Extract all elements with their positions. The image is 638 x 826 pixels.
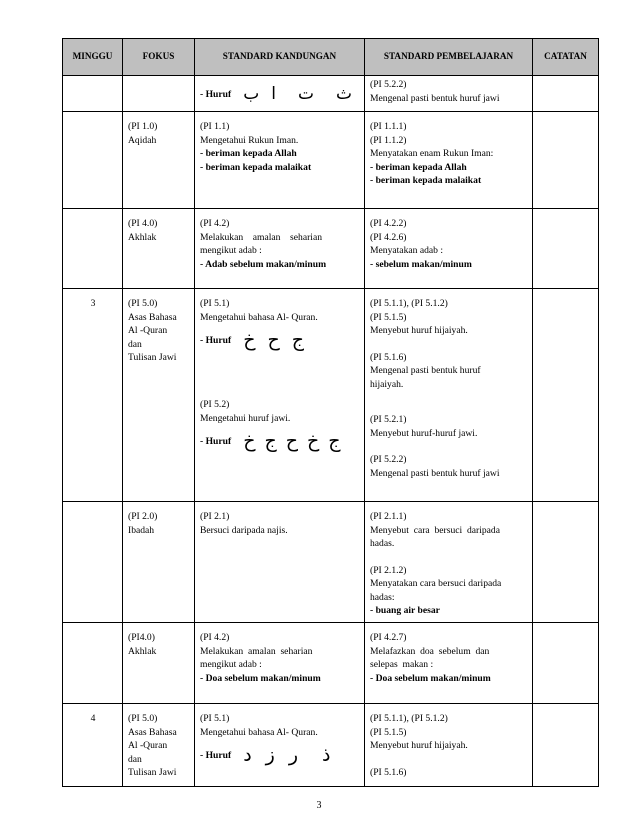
sp-line: hadas: bbox=[370, 591, 395, 603]
sk-cell bbox=[195, 209, 365, 289]
fokus-cell bbox=[123, 289, 195, 502]
sp-line: - beriman kepada Allah bbox=[370, 161, 467, 173]
huruf-line bbox=[200, 84, 360, 106]
arabic-letter: خ bbox=[243, 430, 256, 453]
arabic-letter: ج bbox=[264, 430, 277, 453]
arabic-letter: خ bbox=[243, 329, 256, 352]
arabic-letters bbox=[243, 84, 352, 105]
sp-line: Menyatakan cara bersuci daripada bbox=[370, 578, 502, 589]
catatan-cell bbox=[533, 704, 599, 787]
fokus-line: (PI 4.0) bbox=[128, 218, 158, 229]
sp-line: (PI 5.2.1) bbox=[370, 414, 407, 425]
arabic-letter: خ bbox=[306, 430, 320, 453]
table-row bbox=[63, 209, 599, 289]
sk-cell bbox=[195, 76, 365, 112]
sp-line: Melafazkan doa sebelum dan bbox=[370, 645, 490, 657]
sp-line: (PI 1.1.1) bbox=[370, 121, 407, 132]
arabic-letter: ث bbox=[335, 84, 352, 105]
sp-line: (PI 5.1.6) bbox=[370, 351, 407, 363]
fokus-line: (PI 1.0) bbox=[128, 121, 158, 132]
arabic-letters bbox=[243, 430, 341, 453]
huruf-label: - Huruf bbox=[200, 89, 232, 101]
sp-line: - Doa sebelum makan/minum bbox=[370, 672, 491, 684]
sp-cell bbox=[365, 76, 533, 112]
header-fokus: FOKUS bbox=[123, 39, 195, 76]
sp-cell bbox=[365, 502, 533, 623]
sp-cell bbox=[365, 704, 533, 787]
fokus-line: Akhlak bbox=[128, 645, 157, 657]
arabic-letter: د bbox=[243, 744, 252, 767]
arabic-letter: ر bbox=[288, 744, 299, 767]
sp-line: (PI 5.2.2) bbox=[370, 79, 407, 90]
table-header-row bbox=[63, 39, 599, 76]
catatan-cell bbox=[533, 623, 599, 704]
sp-cell bbox=[365, 289, 533, 502]
catatan-cell bbox=[533, 502, 599, 623]
sk-line: (PI 2.1) bbox=[200, 511, 230, 522]
huruf-line bbox=[200, 431, 360, 453]
catatan-cell bbox=[533, 209, 599, 289]
sp-line: (PI 4.2.7) bbox=[370, 632, 407, 643]
sk-line: (PI 5.1) bbox=[200, 298, 230, 309]
minggu-cell bbox=[63, 502, 123, 623]
fokus-cell bbox=[123, 704, 195, 787]
fokus-line: (PI4.0) bbox=[128, 632, 155, 643]
sk-line: (PI 4.2) bbox=[200, 632, 230, 643]
table-row bbox=[63, 76, 599, 112]
table-row bbox=[63, 623, 599, 704]
fokus-line: (PI 2.0) bbox=[128, 511, 158, 522]
sp-line: Mengenal pasti bentuk huruf bbox=[370, 365, 481, 376]
arabic-letter: ج bbox=[328, 430, 341, 453]
arabic-letter: ا bbox=[271, 84, 276, 105]
fokus-line: Al -Quran bbox=[128, 325, 168, 336]
sp-line: hadas. bbox=[370, 538, 395, 549]
sp-line: (PI 1.1.2) bbox=[370, 134, 407, 146]
fokus-line: Asas Bahasa bbox=[128, 726, 177, 738]
huruf-label: - Huruf bbox=[200, 335, 232, 347]
arabic-letters bbox=[243, 329, 304, 352]
fokus-cell bbox=[123, 76, 195, 112]
fokus-line: Tulisan Jawi bbox=[128, 767, 177, 778]
minggu-cell bbox=[63, 623, 123, 704]
sp-line: (PI 5.1.5) bbox=[370, 726, 407, 738]
header-standard-kandungan: STANDARD KANDUNGAN bbox=[195, 39, 365, 76]
fokus-line: Akhlak bbox=[128, 231, 157, 243]
sk-line: mengikut adab : bbox=[200, 245, 262, 256]
sp-line: Menyatakan enam Rukun Iman: bbox=[370, 148, 494, 159]
catatan-cell bbox=[533, 289, 599, 502]
sk-line: - Adab sebelum makan/minum bbox=[200, 258, 327, 270]
sp-line: (PI 4.2.2) bbox=[370, 218, 407, 229]
fokus-line: (PI 5.0) bbox=[128, 298, 158, 309]
sp-line: selepas makan : bbox=[370, 659, 434, 670]
table-row bbox=[63, 112, 599, 209]
catatan-cell bbox=[533, 112, 599, 209]
sp-line: (PI 2.1.2) bbox=[370, 564, 407, 576]
fokus-cell bbox=[123, 502, 195, 623]
sk-cell bbox=[195, 112, 365, 209]
fokus-line: (PI 5.0) bbox=[128, 713, 158, 724]
huruf-label: - Huruf bbox=[200, 750, 232, 762]
sp-cell bbox=[365, 209, 533, 289]
lesson-plan-table bbox=[62, 38, 599, 787]
sk-line: Melakukan amalan seharian bbox=[200, 645, 313, 657]
sp-line: Mengenal pasti bentuk huruf jawi bbox=[370, 92, 500, 104]
arabic-letter: ب bbox=[243, 84, 260, 105]
catatan-cell bbox=[533, 76, 599, 112]
sp-line: (PI 5.1.1), (PI 5.1.2) bbox=[370, 298, 448, 309]
fokus-cell bbox=[123, 112, 195, 209]
sk-line: mengikut adab : bbox=[200, 659, 262, 670]
sp-line: Menyebut cara bersuci daripada bbox=[370, 524, 500, 536]
arabic-letter: ز bbox=[265, 744, 275, 767]
fokus-line: dan bbox=[128, 753, 142, 765]
sk-cell bbox=[195, 623, 365, 704]
sp-line: (PI 5.1.1), (PI 5.1.2) bbox=[370, 713, 448, 724]
minggu-cell bbox=[63, 76, 123, 112]
sk-line: - Doa sebelum makan/minum bbox=[200, 672, 321, 684]
huruf-line bbox=[200, 330, 360, 352]
fokus-line: Aqidah bbox=[128, 134, 157, 146]
minggu-cell bbox=[63, 112, 123, 209]
sp-line: (PI 2.1.1) bbox=[370, 511, 407, 522]
table-row bbox=[63, 704, 599, 787]
minggu-number: 4 bbox=[90, 713, 96, 724]
sp-line: (PI 5.1.5) bbox=[370, 311, 407, 323]
sk-cell bbox=[195, 502, 365, 623]
arabic-letter: ح bbox=[285, 430, 298, 453]
table-row bbox=[63, 502, 599, 623]
minggu-cell bbox=[63, 209, 123, 289]
sk-line: Mengetahui bahasa Al- Quran. bbox=[200, 726, 318, 738]
sp-cell bbox=[365, 112, 533, 209]
arabic-letters bbox=[243, 744, 331, 767]
header-standard-pembelajaran: STANDARD PEMBELAJARAN bbox=[365, 39, 533, 76]
sp-line: Menyebut huruf hijaiyah. bbox=[370, 740, 468, 751]
minggu-cell bbox=[63, 289, 123, 502]
sp-cell bbox=[365, 623, 533, 704]
sp-line: - beriman kepada malaikat bbox=[370, 175, 482, 186]
sp-line: (PI 5.1.6) bbox=[370, 766, 407, 778]
arabic-letter: ذ bbox=[322, 744, 331, 767]
sk-line: Mengetahui huruf jawi. bbox=[200, 412, 291, 424]
fokus-line: dan bbox=[128, 338, 142, 350]
sk-line: (PI 4.2) bbox=[200, 218, 230, 229]
fokus-line: Al -Quran bbox=[128, 740, 168, 751]
sk-line: (PI 5.2) bbox=[200, 399, 230, 410]
table-row bbox=[63, 289, 599, 502]
fokus-line: Tulisan Jawi bbox=[128, 352, 177, 363]
sp-line: Menyatakan adab : bbox=[370, 245, 443, 256]
sk-line: - beriman kepada malaikat bbox=[200, 161, 312, 173]
sk-line: (PI 5.1) bbox=[200, 713, 230, 724]
arabic-letter: ت bbox=[297, 84, 314, 105]
fokus-cell bbox=[123, 209, 195, 289]
sp-line: - sebelum makan/minum bbox=[370, 258, 472, 270]
minggu-cell bbox=[63, 704, 123, 787]
sk-cell bbox=[195, 704, 365, 787]
minggu-number: 3 bbox=[90, 298, 96, 309]
sp-line: Menyebut huruf-huruf jawi. bbox=[370, 427, 478, 439]
header-catatan: CATATAN bbox=[533, 39, 599, 76]
sk-line: Melakukan amalan seharian bbox=[200, 231, 323, 243]
page-number: 3 bbox=[316, 800, 322, 811]
sk-line: (PI 1.1) bbox=[200, 121, 230, 132]
sp-line: Mengenal pasti bentuk huruf jawi bbox=[370, 467, 500, 479]
sp-line: (PI 4.2.6) bbox=[370, 231, 407, 243]
huruf-line bbox=[200, 745, 360, 767]
arabic-letter: ج bbox=[291, 329, 304, 352]
sk-line: Mengetahui Rukun Iman. bbox=[200, 134, 299, 146]
sk-line: Bersuci daripada najis. bbox=[200, 524, 288, 536]
sp-line: (PI 5.2.2) bbox=[370, 454, 407, 465]
header-minggu: MINGGU bbox=[63, 39, 123, 76]
arabic-letter: ح bbox=[267, 329, 280, 352]
sk-cell bbox=[195, 289, 365, 502]
fokus-line: Ibadah bbox=[128, 524, 155, 536]
sp-line: hijaiyah. bbox=[370, 378, 404, 390]
sp-line: - buang air besar bbox=[370, 605, 440, 616]
huruf-label: - Huruf bbox=[200, 436, 232, 448]
fokus-line: Asas Bahasa bbox=[128, 311, 177, 323]
sk-line: Mengetahui bahasa Al- Quran. bbox=[200, 311, 318, 323]
fokus-cell bbox=[123, 623, 195, 704]
sp-line: Menyebut huruf hijaiyah. bbox=[370, 325, 468, 336]
sk-line: - beriman kepada Allah bbox=[200, 148, 297, 159]
